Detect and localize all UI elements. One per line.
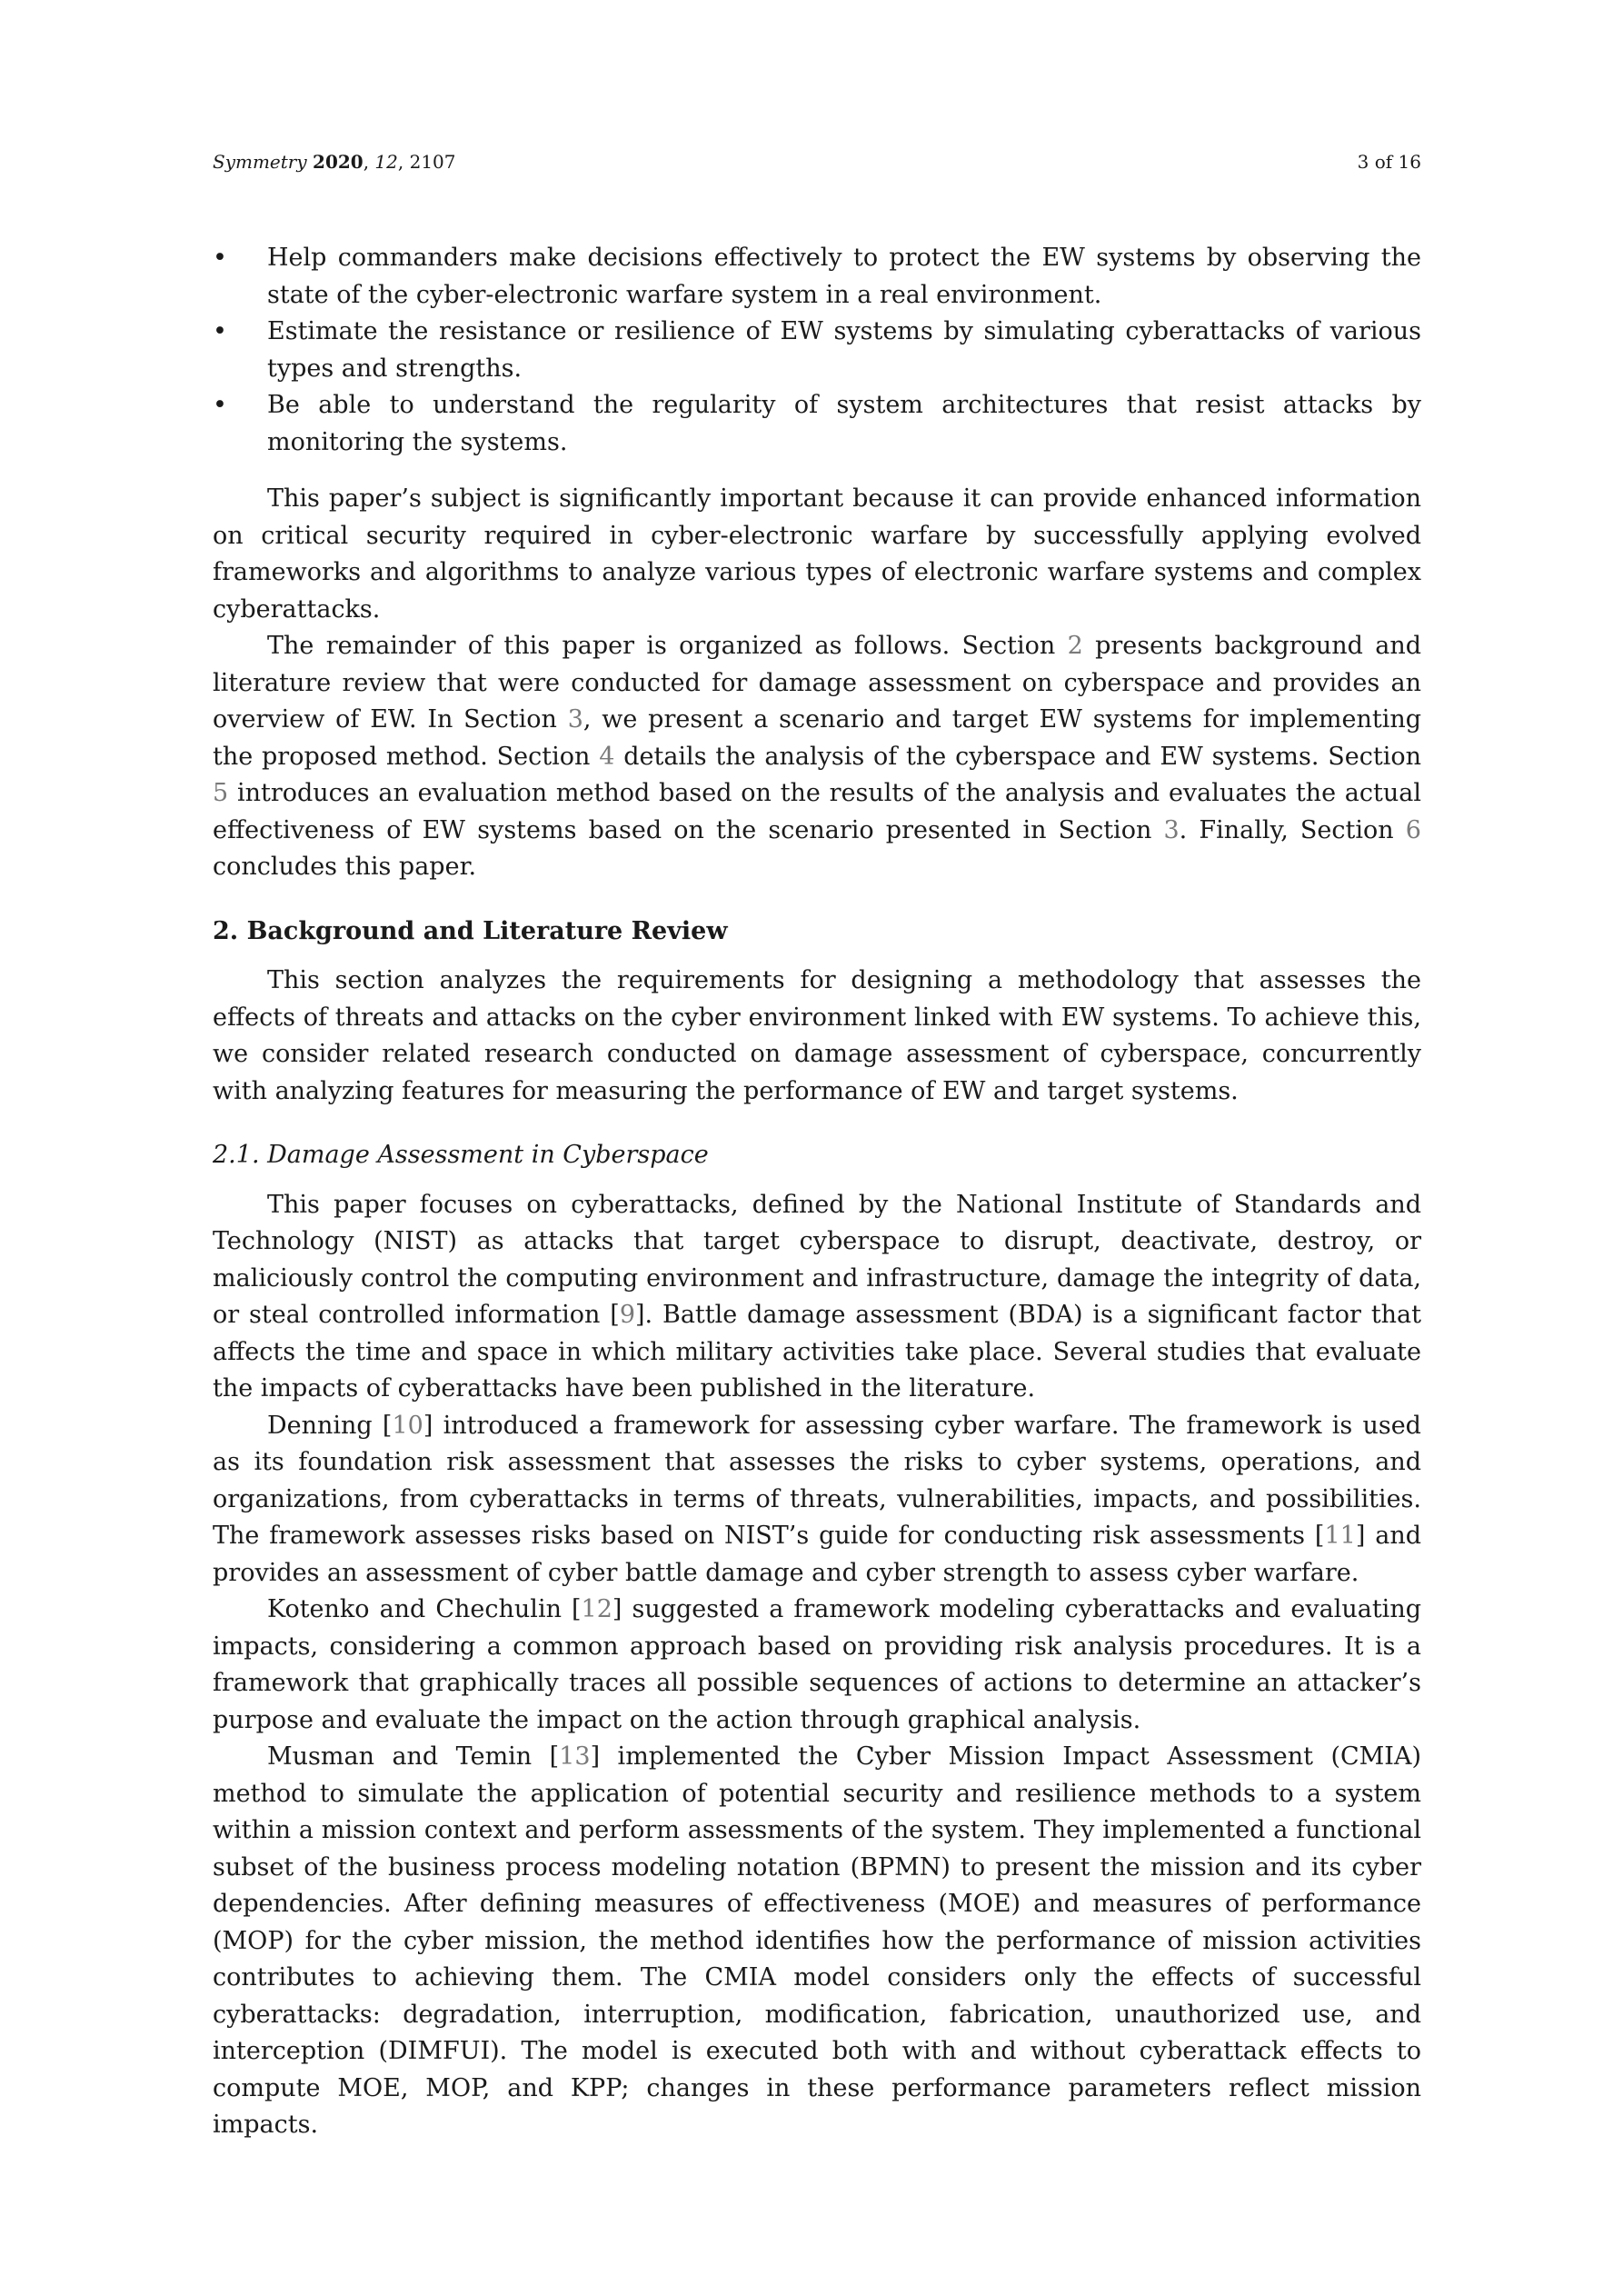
- bullet-icon: •: [213, 317, 227, 345]
- section-paragraph: Kotenko and Chechulin [12] suggested a framework modeling cyberattacks and evaluating impacts, considering a common approach based on providing risk analysis procedures. It is a framework that graphically traces all possible sequences of actions to determine an attacker’s purpose and evaluate the impact on the action through graphical analysis.: [213, 1595, 1421, 1734]
- page-number: 3 of 16: [1357, 151, 1421, 173]
- section-link[interactable]: 6: [1405, 815, 1421, 844]
- journal-year: 2020: [313, 151, 363, 173]
- citation-link[interactable]: 11: [1324, 1522, 1356, 1550]
- citation-line: Symmetry 2020, 12, 2107: [213, 151, 456, 173]
- section-paragraph: Musman and Temin [13] implemented the Cyber Mission Impact Assessment (CMIA) method to simulate the application of potential security and resilience methods to a system within a mission context and perform assessments of the system. They implemented a functional subset of the business process modeling notation (BPMN) to present the mission and its cyber dependencies. After defining measures of effectiveness (MOE) and measures of performance (MOP) for the cyber mission, the method identifies how the performance of mission activities contributes to achieving them. The CMIA model considers only the effects of successful cyberattacks: degradation, interruption, modification, fabrication, unauthorized use, and interception (DIMFUI). The model is executed both with and without cyberattack effects to compute MOE, MOP, and KPP; changes in these performance parameters reflect mission impacts.: [213, 1742, 1421, 2139]
- section-link[interactable]: 5: [213, 779, 229, 807]
- section-paragraph: This section analyzes the requirements for designing a methodology that assesses the effects of threats and attacks on the cyber environment linked with EW systems. To achieve this, we consider related research conducted on damage assessment of cyberspace, concurrently with analyzing features for measuring the performance of EW and target systems.: [213, 966, 1421, 1105]
- section-paragraph: Denning [10] introduced a framework for assessing cyber warfare. The framework is used as its foundation risk assessment that assesses the risks to cyber systems, operations, and organizations, from cyberattacks in terms of threats, vulnerabilities, impacts, and possibilities. The framework assesses risks based on NIST’s guide for conducting risk assessments [11] and provides an assessment of cyber battle damage and cyber strength to assess cyber warfare.: [213, 1411, 1422, 1587]
- list-item: • Help commanders make decisions effectively to protect the EW systems by observing the state of the cyber-electronic warfare system in a real environment.: [213, 240, 1421, 314]
- journal-name: Symmetry: [213, 151, 307, 173]
- outline-paragraph: The remainder of this paper is organized as follows. Section 2 presents background and literature review that were conducted for damage assessment on cyberspace and provides an overview of EW. In Section 3, we present a scenario and target EW systems for implementing the proposed method. Section 4 details the analysis of the cyberspace and EW systems. Section 5 introduces an evaluation method based on the results of the analysis and evaluates the actual effectiveness of EW systems based on the scenario presented in Section 3. Finally, Section 6 concludes this paper.: [213, 632, 1421, 881]
- running-head: [213, 151, 1421, 173]
- citation-link[interactable]: 9: [619, 1301, 636, 1329]
- section-heading: 2. Background and Literature Review: [213, 916, 728, 945]
- intro-paragraph: This paper’s subject is significantly important because it can provide enhanced information on critical security required in cyber-electronic warfare by successfully applying evolved frameworks and algorithms to analyze various types of electronic warfare systems and complex cyberattacks.: [213, 484, 1421, 624]
- journal-volume: 12: [374, 151, 398, 173]
- article-number: 2107: [409, 151, 456, 173]
- section-link[interactable]: 3: [1163, 815, 1180, 844]
- citation-link[interactable]: 13: [559, 1742, 591, 1771]
- bullet-icon: •: [213, 391, 227, 419]
- section-link[interactable]: 4: [599, 742, 615, 771]
- citation-link[interactable]: 10: [392, 1411, 423, 1440]
- section-link[interactable]: 3: [567, 705, 583, 734]
- bullet-icon: •: [213, 244, 227, 272]
- section-link[interactable]: 2: [1067, 632, 1083, 660]
- list-item: • Be able to understand the regularity of system architectures that resist attacks by monitoring the systems.: [213, 387, 1421, 461]
- list-item: • Estimate the resistance or resilience of EW systems by simulating cyberattacks of various types and strengths.: [213, 314, 1421, 387]
- body-text: [213, 240, 1421, 2144]
- subsection-heading: 2.1. Damage Assessment in Cyberspace: [213, 1141, 709, 1169]
- citation-link[interactable]: 12: [581, 1595, 612, 1623]
- contribution-list: [213, 240, 1421, 461]
- section-paragraph: This paper focuses on cyberattacks, defined by the National Institute of Standards and Technology (NIST) as attacks that target cyberspace to disrupt, deactivate, destroy, or maliciously control the computing environment and infrastructure, damage the integrity of data, or steal controlled information [9]. Battle damage assessment (BDA) is a significant factor that affects the time and space in which military activities take place. Several studies that evaluate the impacts of cyberattacks have been published in the literature.: [213, 1190, 1421, 1403]
